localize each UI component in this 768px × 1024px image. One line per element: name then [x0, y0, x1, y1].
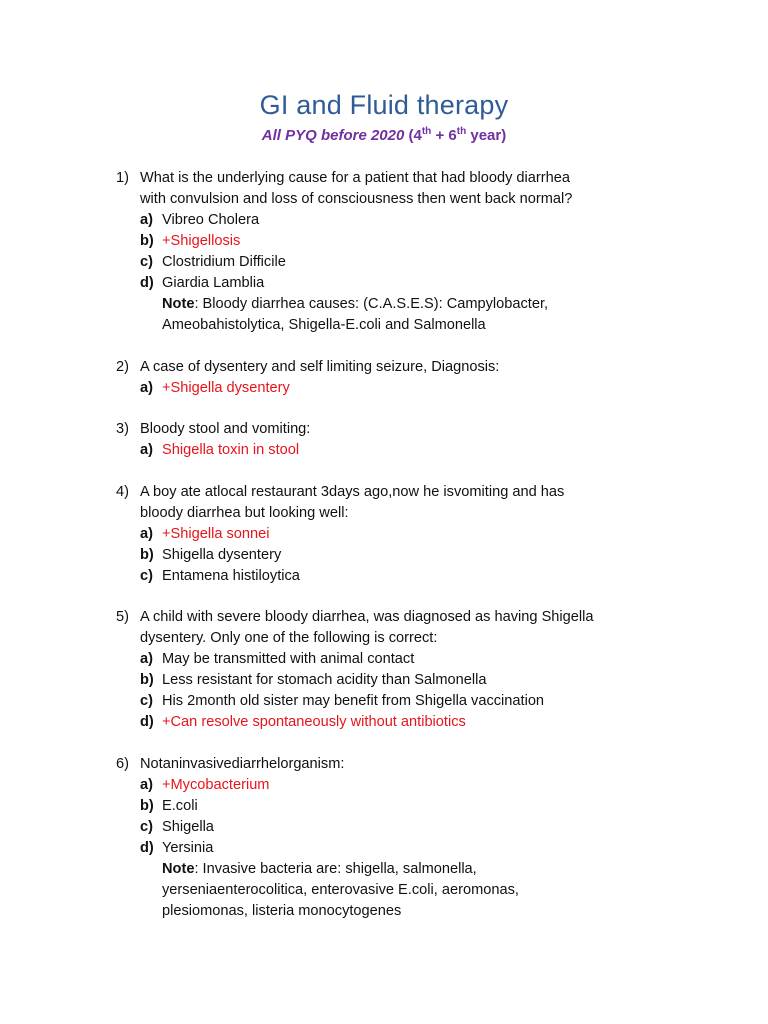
correct-answer-text: +Mycobacterium	[162, 776, 270, 793]
answer-option	[116, 440, 746, 461]
answer-option	[116, 273, 746, 294]
option-text: Clostridium Difficile	[162, 254, 286, 270]
question-text: dysentery. Only one of the following is correct:	[140, 630, 438, 646]
subtitle-part: + 6	[431, 127, 457, 144]
subtitle-sup: th	[456, 126, 467, 137]
answer-option	[116, 817, 746, 838]
option-letter: a)	[140, 212, 153, 228]
note-line	[116, 880, 746, 901]
correct-answer-text: +Shigella dysentery	[162, 379, 290, 396]
option-text: His 2month old sister may benefit from Shigella vaccination	[162, 693, 545, 709]
note-line	[116, 294, 746, 315]
option-text: Shigella dysentery	[162, 546, 282, 563]
option-letter: b)	[140, 672, 154, 688]
question-text: What is the underlying cause for a patient that had bloody diarrhea	[140, 170, 570, 186]
subtitle-part: year)	[466, 127, 507, 144]
option-letter: c)	[140, 818, 153, 835]
option-text: Giardia Lamblia	[162, 275, 265, 291]
option-letter: b)	[140, 546, 154, 563]
question-text: A case of dysentery and self limiting seizure, Diagnosis:	[140, 358, 500, 375]
answer-option	[116, 231, 746, 252]
question-text: bloody diarrhea but looking well:	[140, 504, 349, 521]
answer-option	[116, 252, 746, 273]
answer-option	[116, 712, 746, 733]
answer-option	[116, 649, 746, 670]
option-letter: a)	[140, 442, 153, 458]
answer-option	[116, 545, 746, 566]
question-text: Bloody stool and vomiting:	[140, 421, 311, 437]
note-text: : Bloody diarrhea causes: (C.A.S.E.S): Campylobacter,	[194, 296, 549, 312]
answer-option	[116, 775, 746, 796]
option-letter: c)	[140, 254, 153, 270]
question-item	[116, 607, 746, 733]
option-text: Yersinia	[162, 839, 214, 856]
question-number: 6)	[116, 755, 129, 772]
option-text: Vibreo Cholera	[162, 212, 260, 228]
option-text: Entamena histiloytica	[162, 567, 300, 584]
answer-option	[116, 691, 746, 712]
option-letter: c)	[140, 693, 153, 709]
question-item	[116, 482, 746, 587]
question-number	[116, 628, 140, 649]
note-label: Note	[162, 860, 195, 877]
subtitle-italic: All PYQ before 2020	[261, 127, 405, 144]
question-number: 4)	[116, 483, 129, 500]
note-line	[116, 859, 746, 880]
question-number: 2)	[116, 358, 129, 375]
option-letter: b)	[140, 233, 154, 249]
answer-option	[116, 796, 746, 817]
option-text: E.coli	[162, 797, 198, 814]
option-letter: d)	[140, 839, 154, 856]
answer-option	[116, 378, 746, 399]
question-list	[116, 168, 746, 942]
page-subtitle	[0, 126, 768, 144]
option-text: May be transmitted with animal contact	[162, 651, 415, 667]
answer-option	[116, 566, 746, 587]
option-letter: a)	[140, 525, 153, 542]
option-letter: b)	[140, 797, 154, 814]
correct-answer-text: Shigella toxin in stool	[162, 442, 300, 458]
note-label: Note	[162, 296, 195, 312]
question-item	[116, 419, 746, 461]
correct-answer-text: +Shigella sonnei	[162, 525, 270, 542]
question-text: A boy ate atlocal restaurant 3days ago,now he isvomiting and has	[140, 483, 565, 500]
option-letter: c)	[140, 567, 153, 584]
question-text: Notaninvasivediarrhelorganism:	[140, 755, 345, 772]
subtitle-sup: th	[421, 126, 432, 137]
note-text: Ameobahistolytica, Shigella-E.coli and Salmonella	[162, 317, 486, 333]
option-text: Less resistant for stomach acidity than Salmonella	[162, 672, 487, 688]
question-number: 3)	[116, 421, 129, 437]
question-text: with convulsion and loss of consciousness then went back normal?	[140, 191, 573, 207]
page-title: GI and Fluid therapy	[259, 90, 509, 120]
correct-answer-text: +Shigellosis	[162, 233, 241, 249]
option-letter: d)	[140, 714, 154, 730]
question-number: 5)	[116, 609, 129, 625]
option-letter: d)	[140, 275, 154, 291]
answer-option	[116, 838, 746, 859]
question-text: A child with severe bloody diarrhea, was diagnosed as having Shigella	[140, 609, 594, 625]
answer-option	[116, 210, 746, 231]
note-text: : Invasive bacteria are: shigella, salmonella,	[194, 860, 477, 877]
answer-option	[116, 524, 746, 545]
question-number	[116, 503, 140, 524]
option-letter: a)	[140, 379, 153, 396]
note-line	[116, 901, 746, 922]
option-letter: a)	[140, 651, 153, 667]
correct-answer-text: +Can resolve spontaneously without antibiotics	[162, 714, 466, 730]
question-number: 1)	[116, 170, 129, 186]
answer-option	[116, 670, 746, 691]
subtitle-part: (4	[404, 127, 422, 144]
option-text: Shigella	[162, 818, 214, 835]
note-text: plesiomonas, listeria monocytogenes	[162, 902, 402, 919]
question-item	[116, 168, 746, 336]
question-item	[116, 357, 746, 399]
question-item	[116, 754, 746, 922]
question-number	[116, 189, 140, 210]
note-line	[116, 315, 746, 336]
note-text: yerseniaenterocolitica, enterovasive E.coli, aeromonas,	[162, 881, 519, 898]
option-letter: a)	[140, 776, 153, 793]
